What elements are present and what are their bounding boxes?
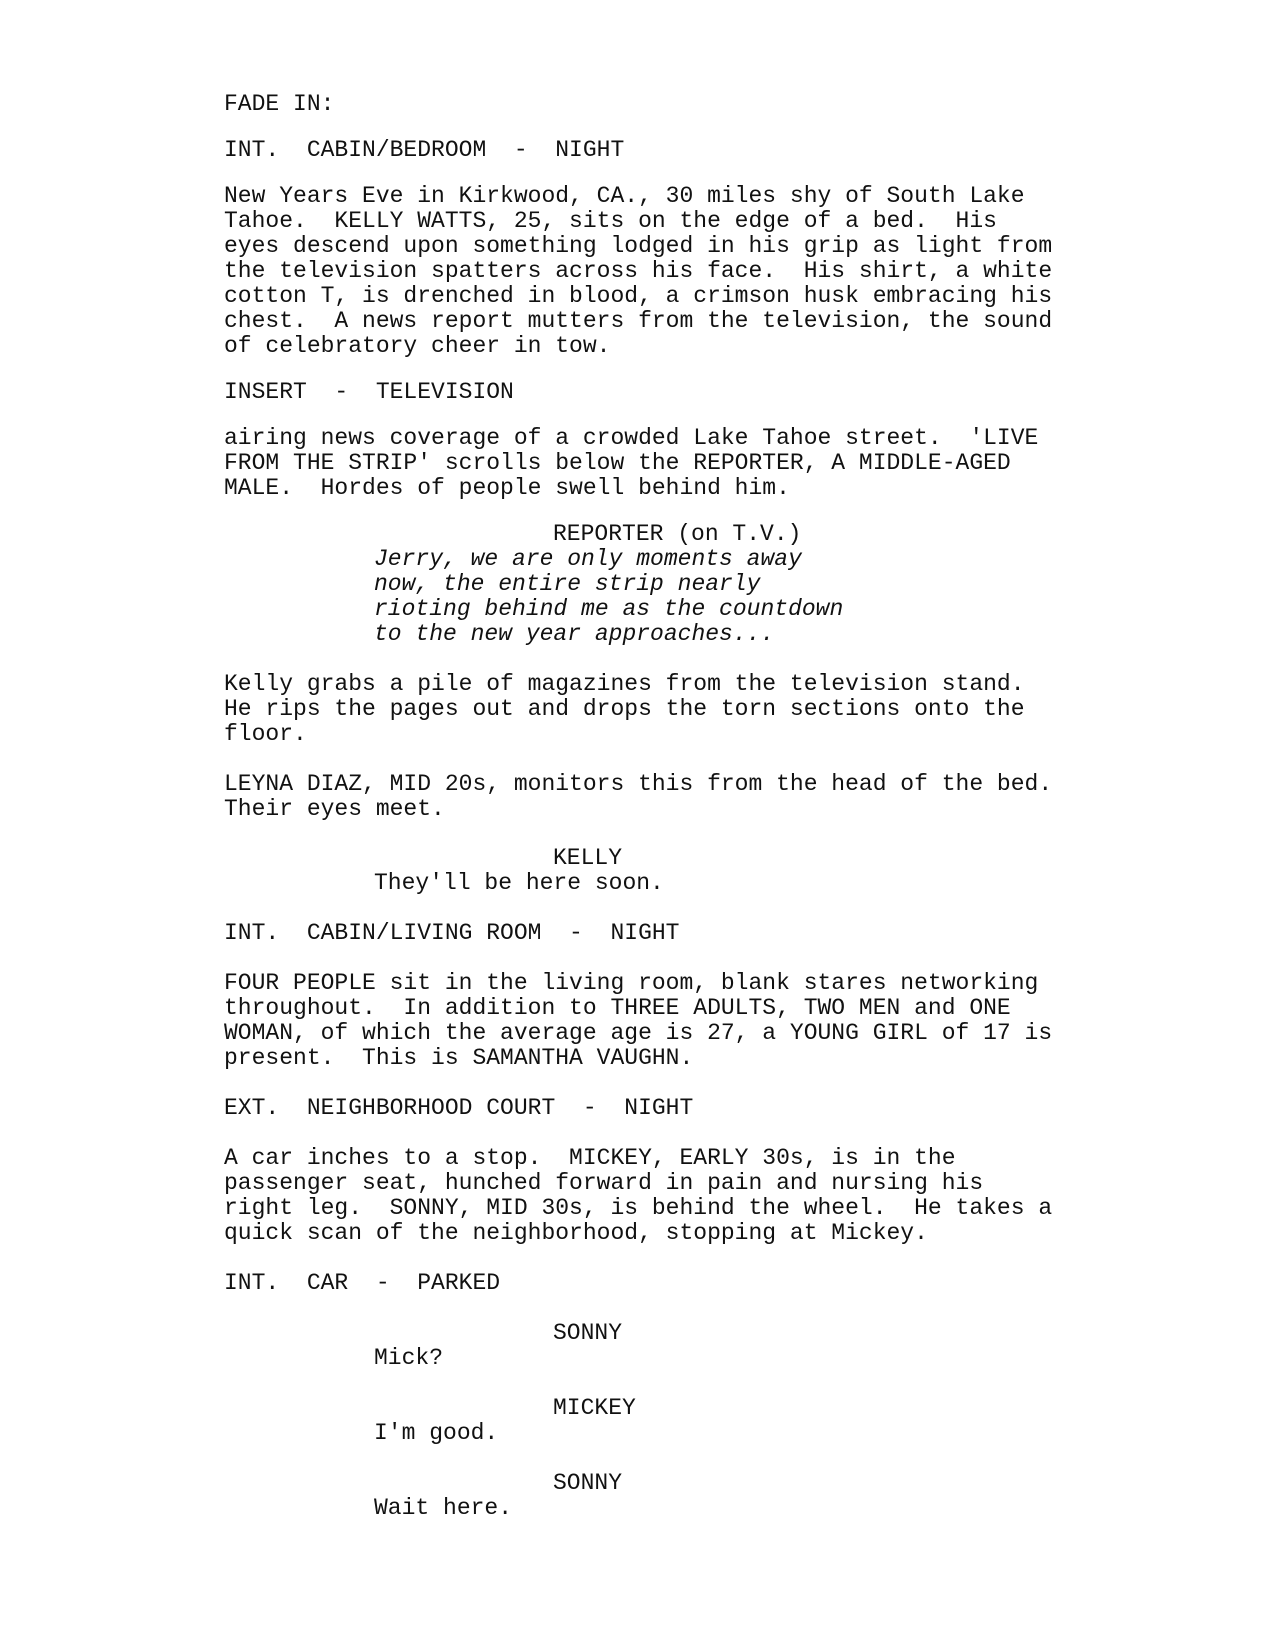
action-line: LEYNA DIAZ, MID 20s, monitors this from the head of the bed.	[224, 771, 1053, 797]
dialogue-line: They'll be here soon.	[374, 870, 664, 896]
action-line: floor.	[224, 721, 307, 747]
dialogue-line: rioting behind me as the countdown	[374, 596, 844, 622]
dialogue-line: now, the entire strip nearly	[374, 571, 761, 597]
character-cue: REPORTER (on T.V.)	[553, 521, 802, 547]
character-cue: MICKEY	[553, 1395, 636, 1421]
action-line: Their eyes meet.	[224, 796, 445, 822]
action-line: cotton T, is drenched in blood, a crimson husk embracing his	[224, 283, 1053, 309]
dialogue-line: Jerry, we are only moments away	[374, 546, 802, 572]
scene-heading-neighborhood-court: EXT. NEIGHBORHOOD COURT - NIGHT	[224, 1095, 694, 1121]
action-line: airing news coverage of a crowded Lake Tahoe street. 'LIVE	[224, 425, 1039, 451]
action-line: right leg. SONNY, MID 30s, is behind the wheel. He takes a	[224, 1195, 1053, 1221]
dialogue-line: to the new year approaches...	[374, 621, 775, 647]
transition-fade-in: FADE IN:	[224, 91, 335, 117]
action-line: throughout. In addition to THREE ADULTS, TWO MEN and ONE	[224, 995, 1011, 1021]
character-cue: KELLY	[553, 845, 623, 871]
action-line: quick scan of the neighborhood, stopping at Mickey.	[224, 1220, 928, 1246]
action-line: Kelly grabs a pile of magazines from the television stand.	[224, 671, 1025, 697]
action-line: FOUR PEOPLE sit in the living room, blank stares networking	[224, 970, 1039, 996]
scene-heading-insert-television: INSERT - TELEVISION	[224, 379, 514, 405]
scene-heading-cabin-bedroom: INT. CABIN/BEDROOM - NIGHT	[224, 137, 625, 163]
character-cue: SONNY	[553, 1320, 623, 1346]
action-line: chest. A news report mutters from the television, the sound	[224, 308, 1053, 334]
action-line: He rips the pages out and drops the torn sections onto the	[224, 696, 1025, 722]
action-line: of celebratory cheer in tow.	[224, 333, 611, 359]
scene-heading-cabin-living-room: INT. CABIN/LIVING ROOM - NIGHT	[224, 920, 680, 946]
action-line: passenger seat, hunched forward in pain and nursing his	[224, 1170, 984, 1196]
action-line: A car inches to a stop. MICKEY, EARLY 30s, is in the	[224, 1145, 956, 1171]
action-line: present. This is SAMANTHA VAUGHN.	[224, 1045, 694, 1071]
character-cue: SONNY	[553, 1470, 623, 1496]
dialogue-line: I'm good.	[374, 1420, 499, 1446]
action-line: eyes descend upon something lodged in his grip as light from	[224, 233, 1053, 259]
dialogue-line: Mick?	[374, 1345, 444, 1371]
action-line: Tahoe. KELLY WATTS, 25, sits on the edge of a bed. His	[224, 208, 997, 234]
action-line: FROM THE STRIP' scrolls below the REPORTER, A MIDDLE-AGED	[224, 450, 1011, 476]
dialogue-line: Wait here.	[374, 1495, 513, 1521]
action-line: WOMAN, of which the average age is 27, a YOUNG GIRL of 17 is	[224, 1020, 1053, 1046]
action-line: New Years Eve in Kirkwood, CA., 30 miles shy of South Lake	[224, 183, 1025, 209]
action-line: MALE. Hordes of people swell behind him.	[224, 475, 790, 501]
scene-heading-car-parked: INT. CAR - PARKED	[224, 1270, 501, 1296]
action-line: the television spatters across his face. His shirt, a white	[224, 258, 1053, 284]
